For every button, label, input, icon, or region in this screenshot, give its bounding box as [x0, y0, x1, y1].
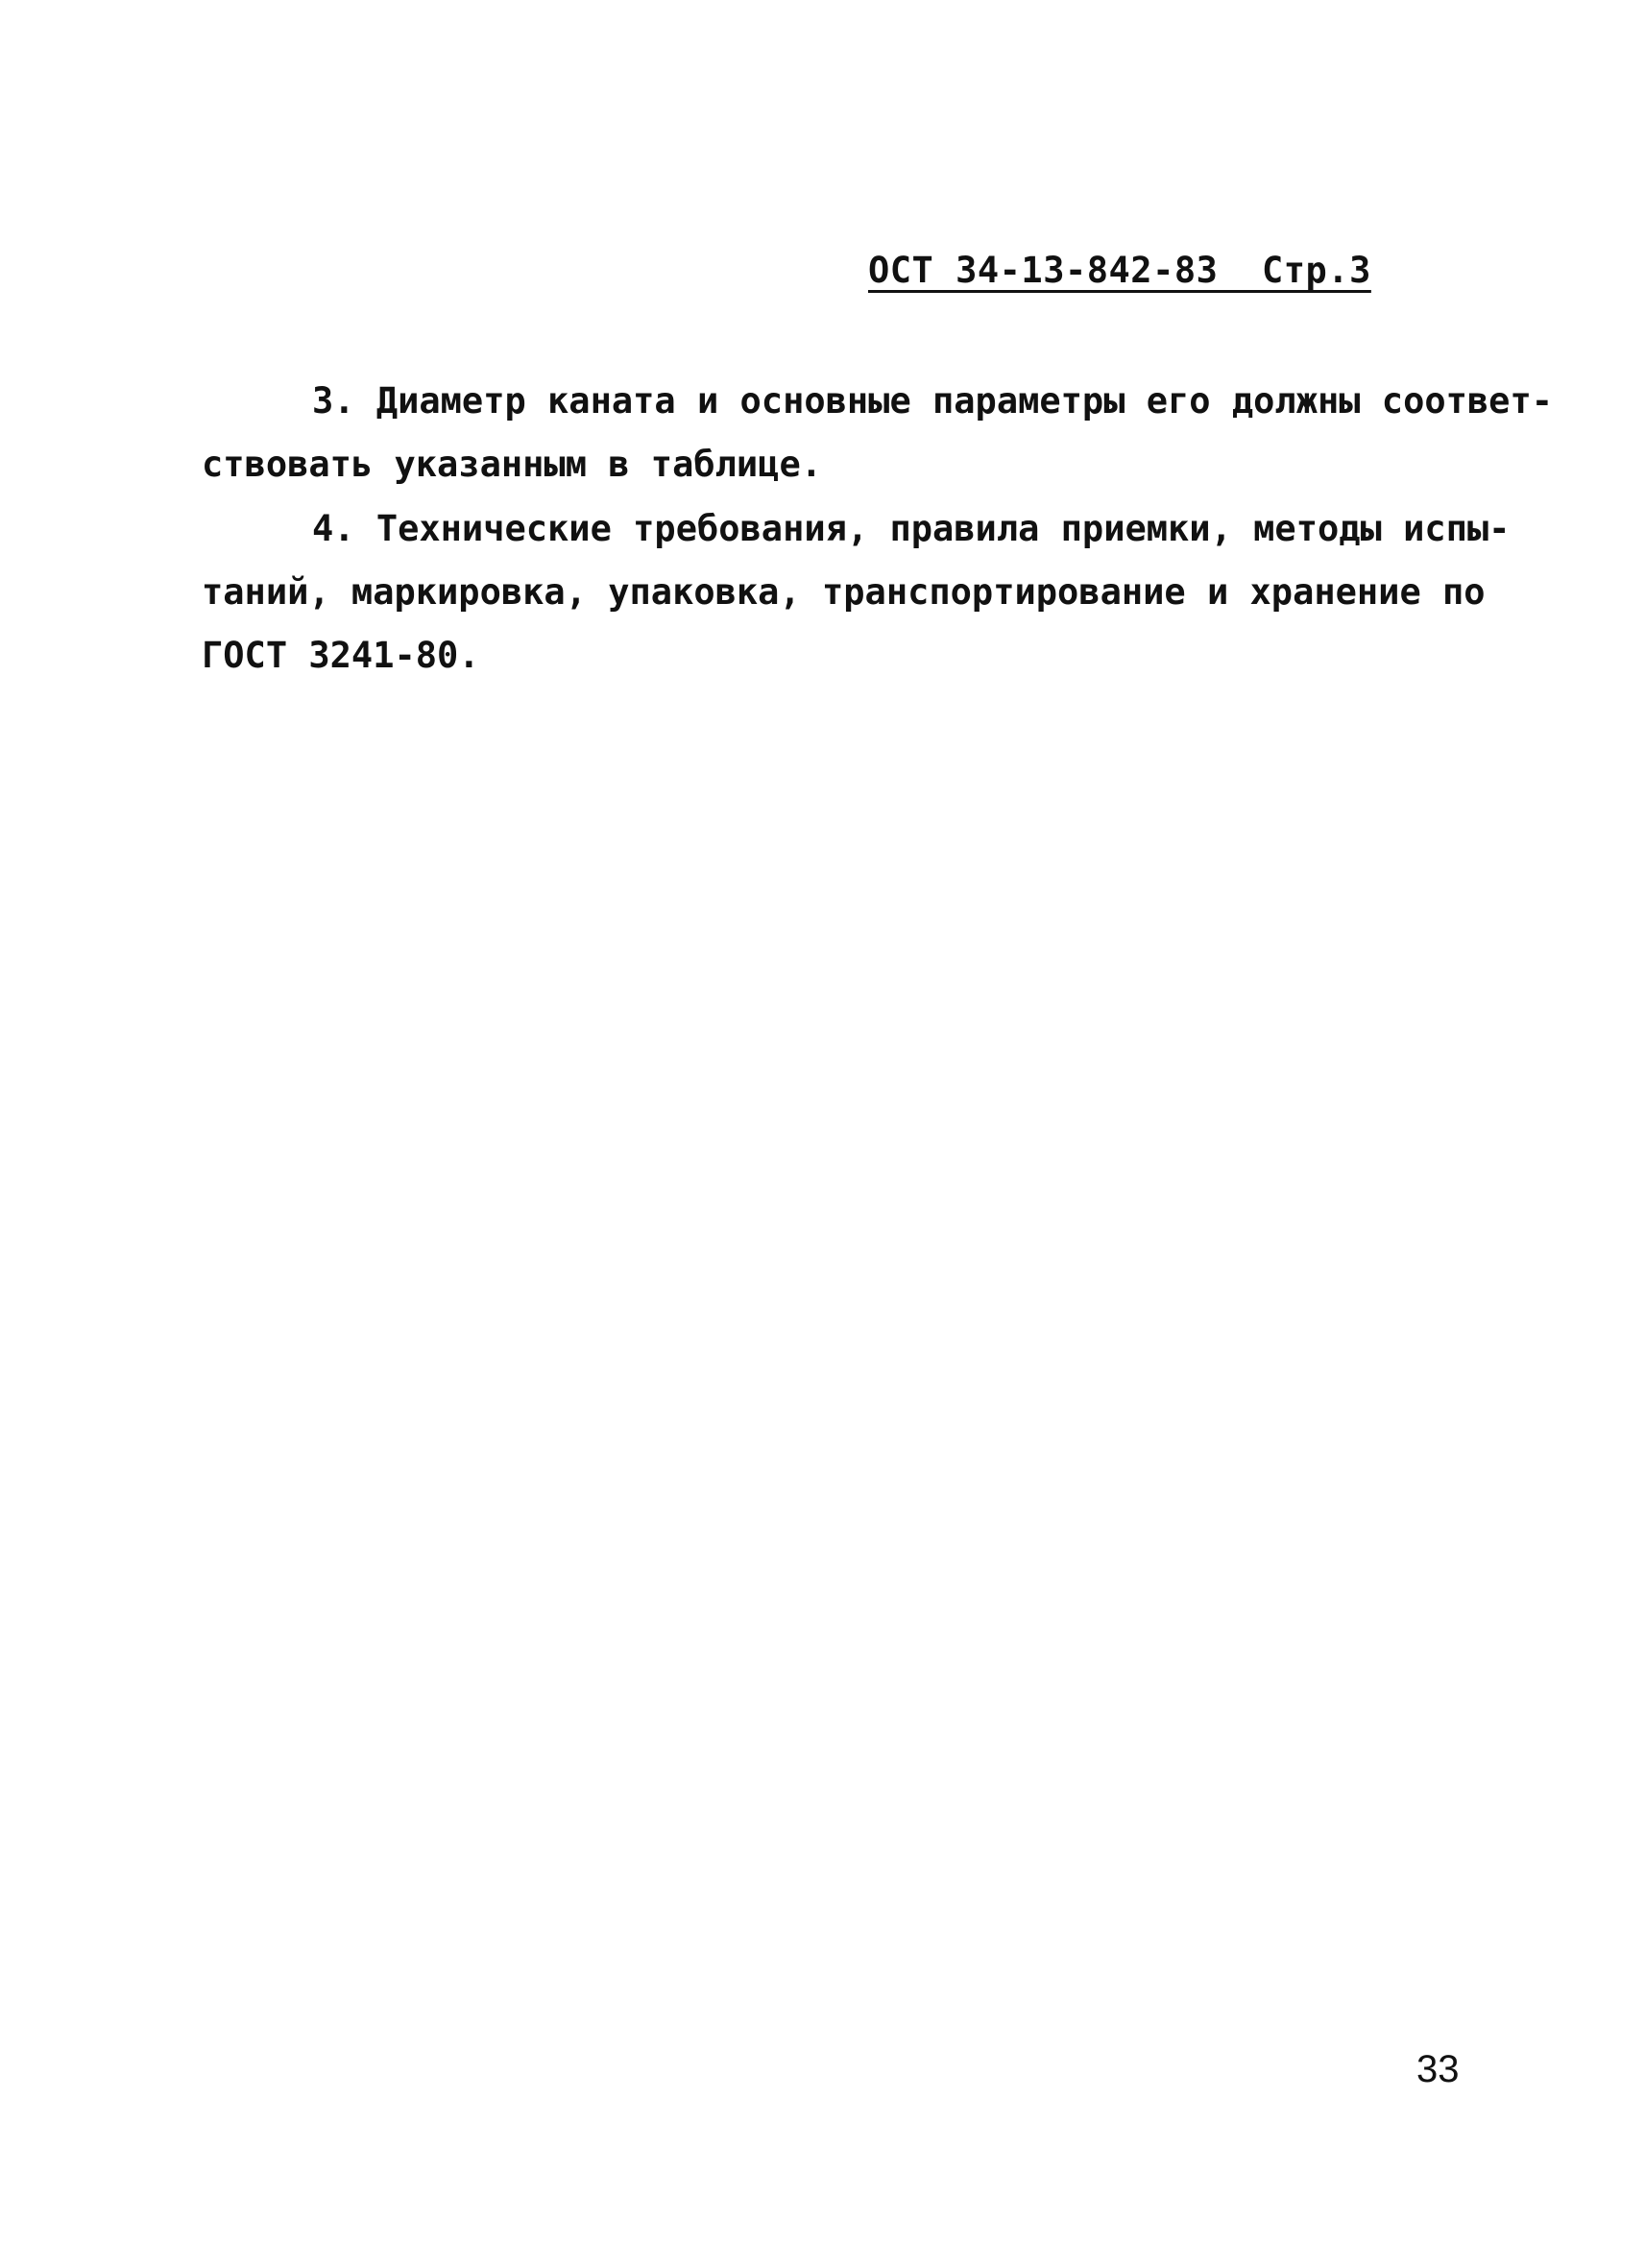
- paragraph-4-line-2: таний, маркировка, упаковка, транспортирование и хранение по: [202, 571, 1486, 613]
- paragraph-4-line-3: ГОСТ 3241-80.: [202, 635, 480, 676]
- document-header: ОСТ 34-13-842-83 Стр.3: [868, 250, 1371, 291]
- page-number: 33: [1416, 2048, 1460, 2090]
- paragraph-3-line-1: 3. Диаметр каната и основные параметры его должны соответ-: [312, 380, 1554, 422]
- paragraph-3-line-2: ствовать указанным в таблице.: [202, 444, 823, 485]
- paragraph-4-line-1: 4. Технические требования, правила приемки, методы испы-: [312, 508, 1511, 549]
